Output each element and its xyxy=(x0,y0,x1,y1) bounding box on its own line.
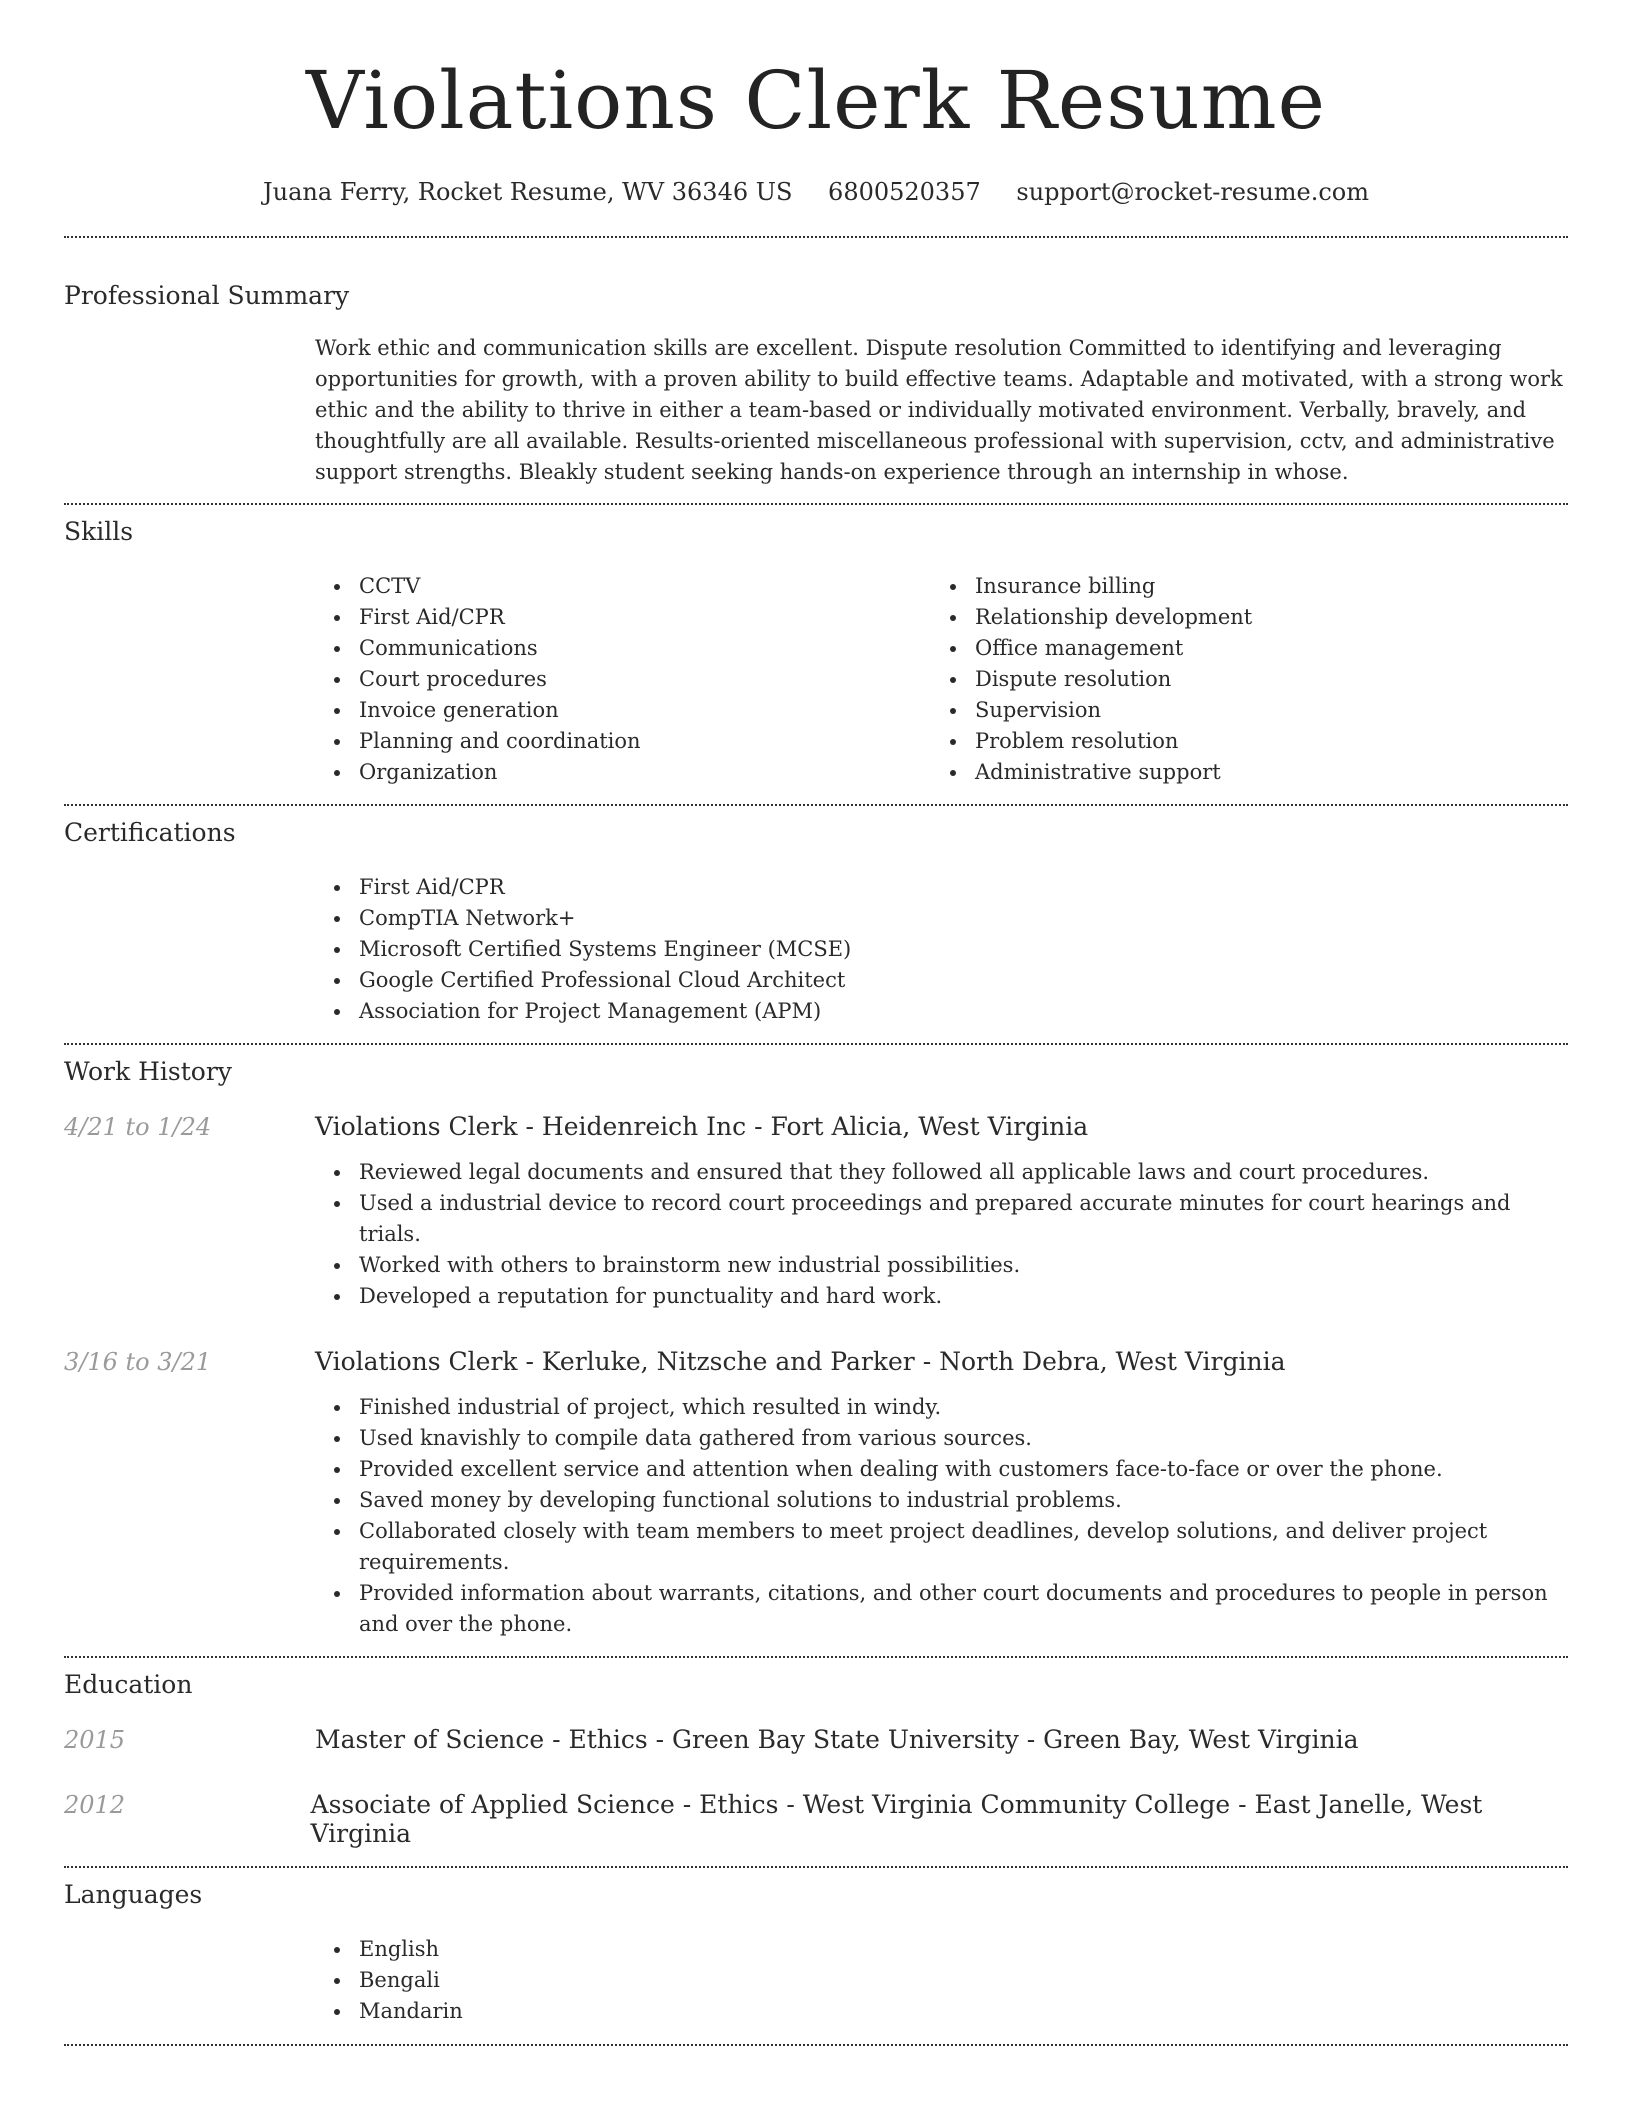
section-divider xyxy=(64,1656,1568,1658)
section-divider xyxy=(64,1866,1568,1868)
resume-title: Violations Clerk Resume xyxy=(306,54,1326,147)
list-item: Finished industrial of project, which resulted in windy. xyxy=(315,1392,1568,1423)
section-divider xyxy=(64,503,1568,505)
list-item: Mandarin xyxy=(315,1996,1568,2027)
list-item: Administrative support xyxy=(931,757,1547,788)
job-entry xyxy=(64,1347,1568,1640)
summary-text: Work ethic and communication skills are excellent. Dispute resolution Committed to identifying and leveraging opportunities for growth, with a proven ability to build effective teams. Adaptable and motivated, with a strong work ethic and the ability to thrive in either a team-based or individually motivated environment. Verbally, bravely, and thoughtfully are all available. Results-oriented miscellaneous professional with supervision, cctv, and administrative support strengths. Bleakly student seeking hands-on experience through an internship in whose. xyxy=(315,336,1563,484)
list-item: Organization xyxy=(315,757,931,788)
education-entry xyxy=(64,1790,1568,1848)
job-title: Violations Clerk - Heidenreich Inc - Fort Alicia, West Virginia xyxy=(315,1112,1089,1141)
list-item: Provided information about warrants, citations, and other court documents and procedures to people in person and over the phone. xyxy=(315,1578,1568,1640)
skills-list-left xyxy=(315,571,931,788)
list-item: Saved money by developing functional solutions to industrial problems. xyxy=(315,1485,1568,1516)
list-item: Invoice generation xyxy=(315,695,931,726)
job-dates: 3/16 to 3/21 xyxy=(64,1348,212,1376)
summary-section xyxy=(64,280,1568,488)
list-item: Worked with others to brainstorm new industrial possibilities. xyxy=(315,1250,1568,1281)
list-item: Relationship development xyxy=(931,602,1547,633)
work-section xyxy=(64,1056,1568,1640)
section-divider xyxy=(64,2044,1568,2046)
list-item: Provided excellent service and attention when dealing with customers face-to-face or over the phone. xyxy=(315,1454,1568,1485)
list-item: Microsoft Certified Systems Engineer (MCSE) xyxy=(315,934,1568,965)
work-heading: Work History xyxy=(64,1057,232,1086)
list-item: Problem resolution xyxy=(931,726,1547,757)
job-header xyxy=(64,1112,1568,1141)
list-item: Insurance billing xyxy=(931,571,1547,602)
summary-heading: Professional Summary xyxy=(64,281,350,310)
education-section xyxy=(64,1669,1568,1848)
job-bullets xyxy=(315,1392,1568,1640)
certifications-list xyxy=(315,872,1568,1027)
contact-address: Juana Ferry, Rocket Resume, WV 36346 US xyxy=(262,178,793,206)
skills-list-right xyxy=(931,571,1547,788)
education-heading: Education xyxy=(64,1670,193,1699)
list-item: CCTV xyxy=(315,571,931,602)
education-year: 2012 xyxy=(64,1791,126,1819)
job-title: Violations Clerk - Kerluke, Nitzsche and Parker - North Debra, West Virginia xyxy=(315,1347,1286,1376)
languages-section xyxy=(64,1879,1568,2027)
section-divider xyxy=(64,804,1568,806)
list-item: Court procedures xyxy=(315,664,931,695)
job-dates: 4/21 to 1/24 xyxy=(64,1113,212,1141)
job-header xyxy=(64,1347,1568,1376)
certifications-heading: Certifications xyxy=(64,818,236,847)
languages-list xyxy=(315,1934,1568,2027)
contact-phone: 6800520357 xyxy=(828,178,981,206)
list-item: Communications xyxy=(315,633,931,664)
list-item: Google Certified Professional Cloud Architect xyxy=(315,965,1568,996)
list-item: First Aid/CPR xyxy=(315,602,931,633)
education-year: 2015 xyxy=(64,1726,126,1754)
contact-line xyxy=(64,176,1568,208)
job-entry xyxy=(64,1112,1568,1312)
job-bullets xyxy=(315,1157,1568,1312)
resume-page xyxy=(64,0,1568,2046)
skills-grid xyxy=(315,571,1568,788)
section-divider xyxy=(64,1043,1568,1045)
list-item: Supervision xyxy=(931,695,1547,726)
skills-section xyxy=(64,516,1568,788)
list-item: Office management xyxy=(931,633,1547,664)
list-item: Reviewed legal documents and ensured that they followed all applicable laws and court procedures. xyxy=(315,1157,1568,1188)
certifications-section xyxy=(64,817,1568,1027)
skills-heading: Skills xyxy=(64,517,134,546)
list-item: Dispute resolution xyxy=(931,664,1547,695)
list-item: Bengali xyxy=(315,1965,1568,1996)
list-item: Developed a reputation for punctuality and hard work. xyxy=(315,1281,1568,1312)
contact-email: support@rocket-resume.com xyxy=(1016,178,1370,206)
list-item: Planning and coordination xyxy=(315,726,931,757)
list-item: CompTIA Network+ xyxy=(315,903,1568,934)
list-item: Association for Project Management (APM) xyxy=(315,996,1568,1027)
languages-heading: Languages xyxy=(64,1880,203,1909)
section-divider xyxy=(64,236,1568,238)
list-item: First Aid/CPR xyxy=(315,872,1568,903)
list-item: Used a industrial device to record court proceedings and prepared accurate minutes for court hearings and trials. xyxy=(315,1188,1568,1250)
list-item: Used knavishly to compile data gathered from various sources. xyxy=(315,1423,1568,1454)
education-entry xyxy=(64,1725,1568,1754)
education-title: Master of Science - Ethics - Green Bay State University - Green Bay, West Virginia xyxy=(315,1725,1359,1754)
list-item: English xyxy=(315,1934,1568,1965)
list-item: Collaborated closely with team members to meet project deadlines, develop solutions, and deliver project requirements. xyxy=(315,1516,1568,1578)
education-title: Associate of Applied Science - Ethics - West Virginia Community College - East Janelle, West Virginia xyxy=(310,1790,1483,1848)
